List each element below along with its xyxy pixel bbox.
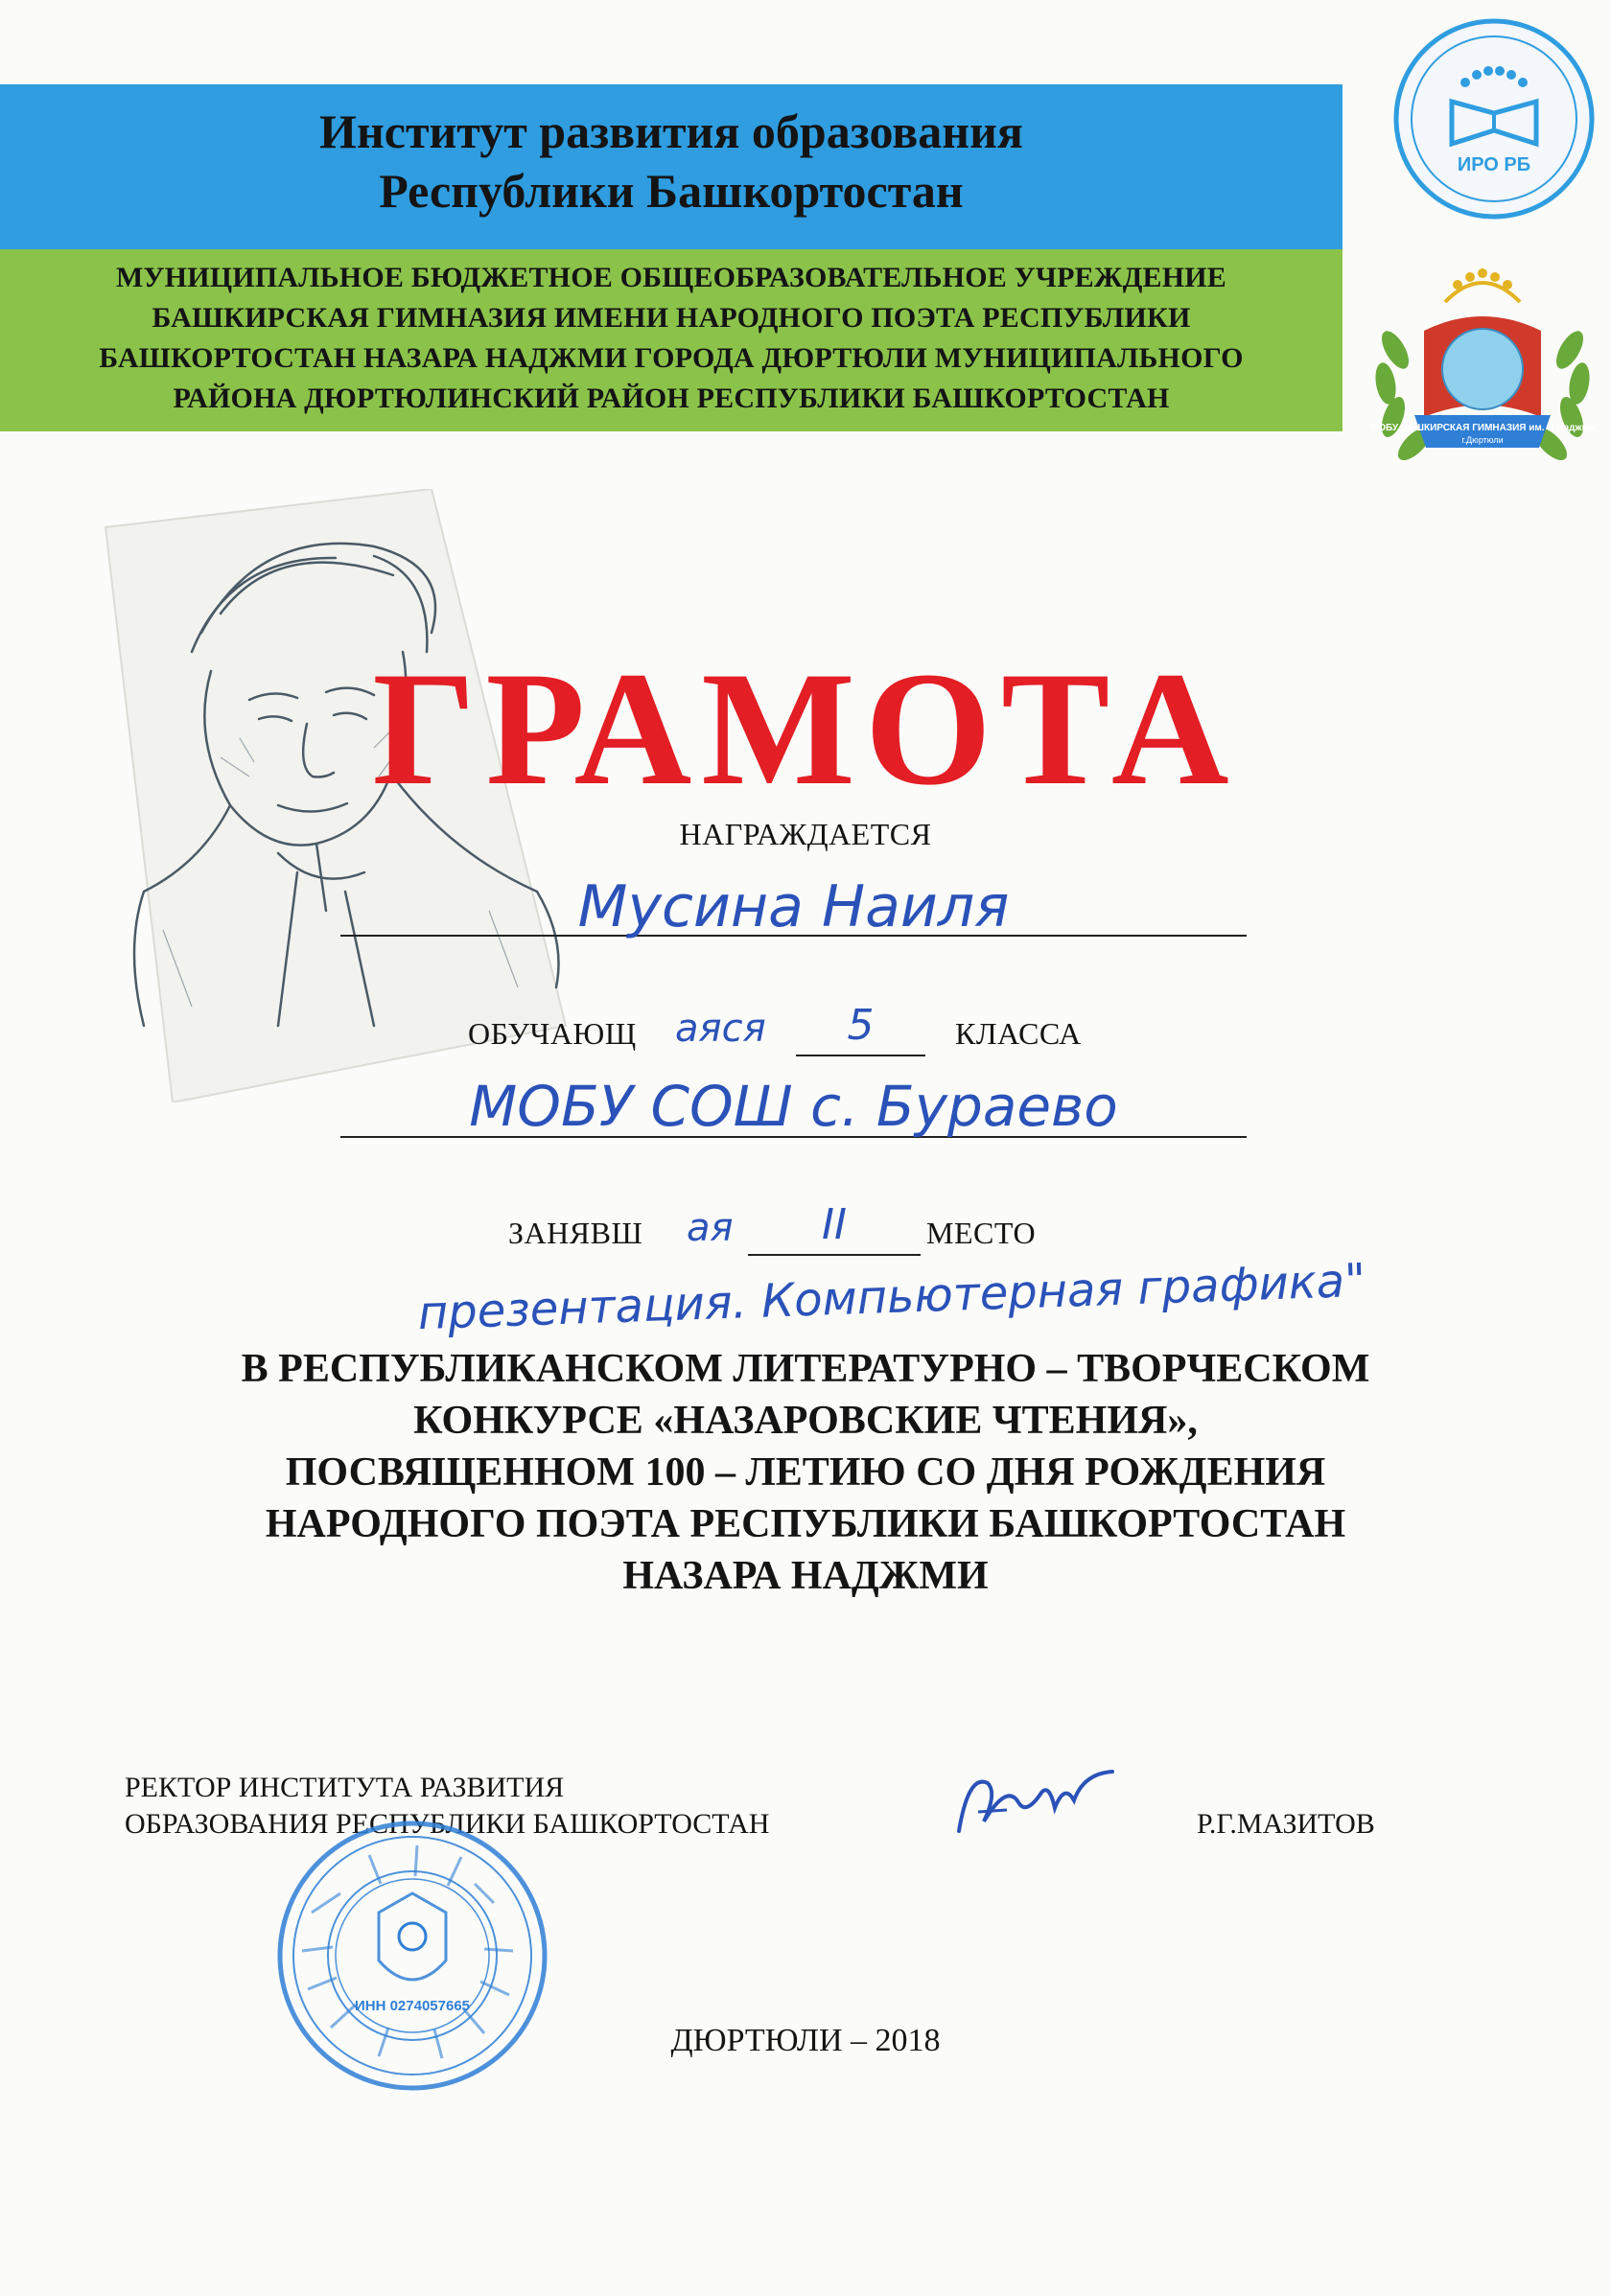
- place-underline: [748, 1254, 921, 1256]
- institute-name-line1: Институт развития образования: [319, 104, 1023, 158]
- nomination: презентация. Компьютерная графика": [416, 1253, 1367, 1341]
- student-label: ОБУЧАЮЩ: [468, 1016, 637, 1051]
- recipient-name: Мусина Наиля: [577, 873, 1010, 940]
- grade-value: 5: [847, 1001, 875, 1050]
- contest-line: В РЕСПУБЛИКАНСКОМ ЛИТЕРАТУРНО – ТВОРЧЕСКОМ: [241, 1347, 1370, 1391]
- signer-position-line1: РЕКТОР ИНСТИТУТА РАЗВИТИЯ: [125, 1772, 565, 1803]
- school-name-line: БАШКОРТОСТАН НАЗАРА НАДЖМИ ГОРОДА ДЮРТЮЛИ МУНИЦИПАЛЬНОГО: [99, 342, 1244, 374]
- signer-name: Р.Г.МАЗИТОВ: [1197, 1808, 1375, 1840]
- place-word: МЕСТО: [926, 1216, 1037, 1250]
- institute-logo: [1392, 17, 1596, 220]
- contest-line: НАЗАРА НАДЖМИ: [622, 1554, 989, 1598]
- grade-underline: [796, 1055, 925, 1056]
- contest-line: ПОСВЯЩЕННОМ 100 – ЛЕТИЮ СО ДНЯ РОЖДЕНИЯ: [285, 1450, 1326, 1495]
- stamp-inn: ИНН 0274057665: [354, 1998, 471, 2014]
- student-suffix: аяся: [675, 1007, 766, 1051]
- institute-name-line2: Республики Башкортостан: [379, 164, 964, 218]
- school-name-line: РАЙОНА ДЮРТЮЛИНСКИЙ РАЙОН РЕСПУБЛИКИ БАШКОРТОСТАН: [173, 383, 1170, 414]
- school-name-line: БАШКИРСКАЯ ГИМНАЗИЯ ИМЕНИ НАРОДНОГО ПОЭТА РЕСПУБЛИКИ: [152, 302, 1191, 334]
- school-logo: [1357, 235, 1608, 486]
- recipient-school: МОБУ СОШ с. Бураево: [469, 1074, 1118, 1139]
- certificate-title: ГРАМОТА: [372, 638, 1239, 819]
- logo-city: г.Дюртюли: [1461, 435, 1504, 445]
- contest-line: НАРОДНОГО ПОЭТА РЕСПУБЛИКИ БАШКОРТОСТАН: [265, 1502, 1346, 1546]
- logo-text: ИРО РБ: [1457, 154, 1531, 175]
- place-label: ЗАНЯВШ: [508, 1216, 643, 1250]
- school-name-line: МУНИЦИПАЛЬНОЕ БЮДЖЕТНОЕ ОБЩЕОБРАЗОВАТЕЛЬНОЕ УЧРЕЖДЕНИЕ: [115, 262, 1227, 293]
- awarded-label: НАГРАЖДАЕТСЯ: [679, 817, 932, 851]
- contest-line: КОНКУРСЕ «НАЗАРОВСКИЕ ЧТЕНИЯ»,: [413, 1399, 1198, 1443]
- handwritten-signature: [949, 1754, 1122, 1850]
- class-label: КЛАССА: [955, 1016, 1082, 1051]
- place-suffix: ая: [687, 1206, 734, 1250]
- logo-text: МОБУ БАШКИРСКАЯ ГИМНАЗИЯ им. Н.Наджми: [1369, 423, 1596, 433]
- place-value: II: [822, 1200, 847, 1249]
- place-date: ДЮРТЮЛИ – 2018: [670, 2023, 941, 2058]
- signer-position-line2: ОБРАЗОВАНИЯ РЕСПУБЛИКИ БАШКОРТОСТАН: [125, 1808, 770, 1840]
